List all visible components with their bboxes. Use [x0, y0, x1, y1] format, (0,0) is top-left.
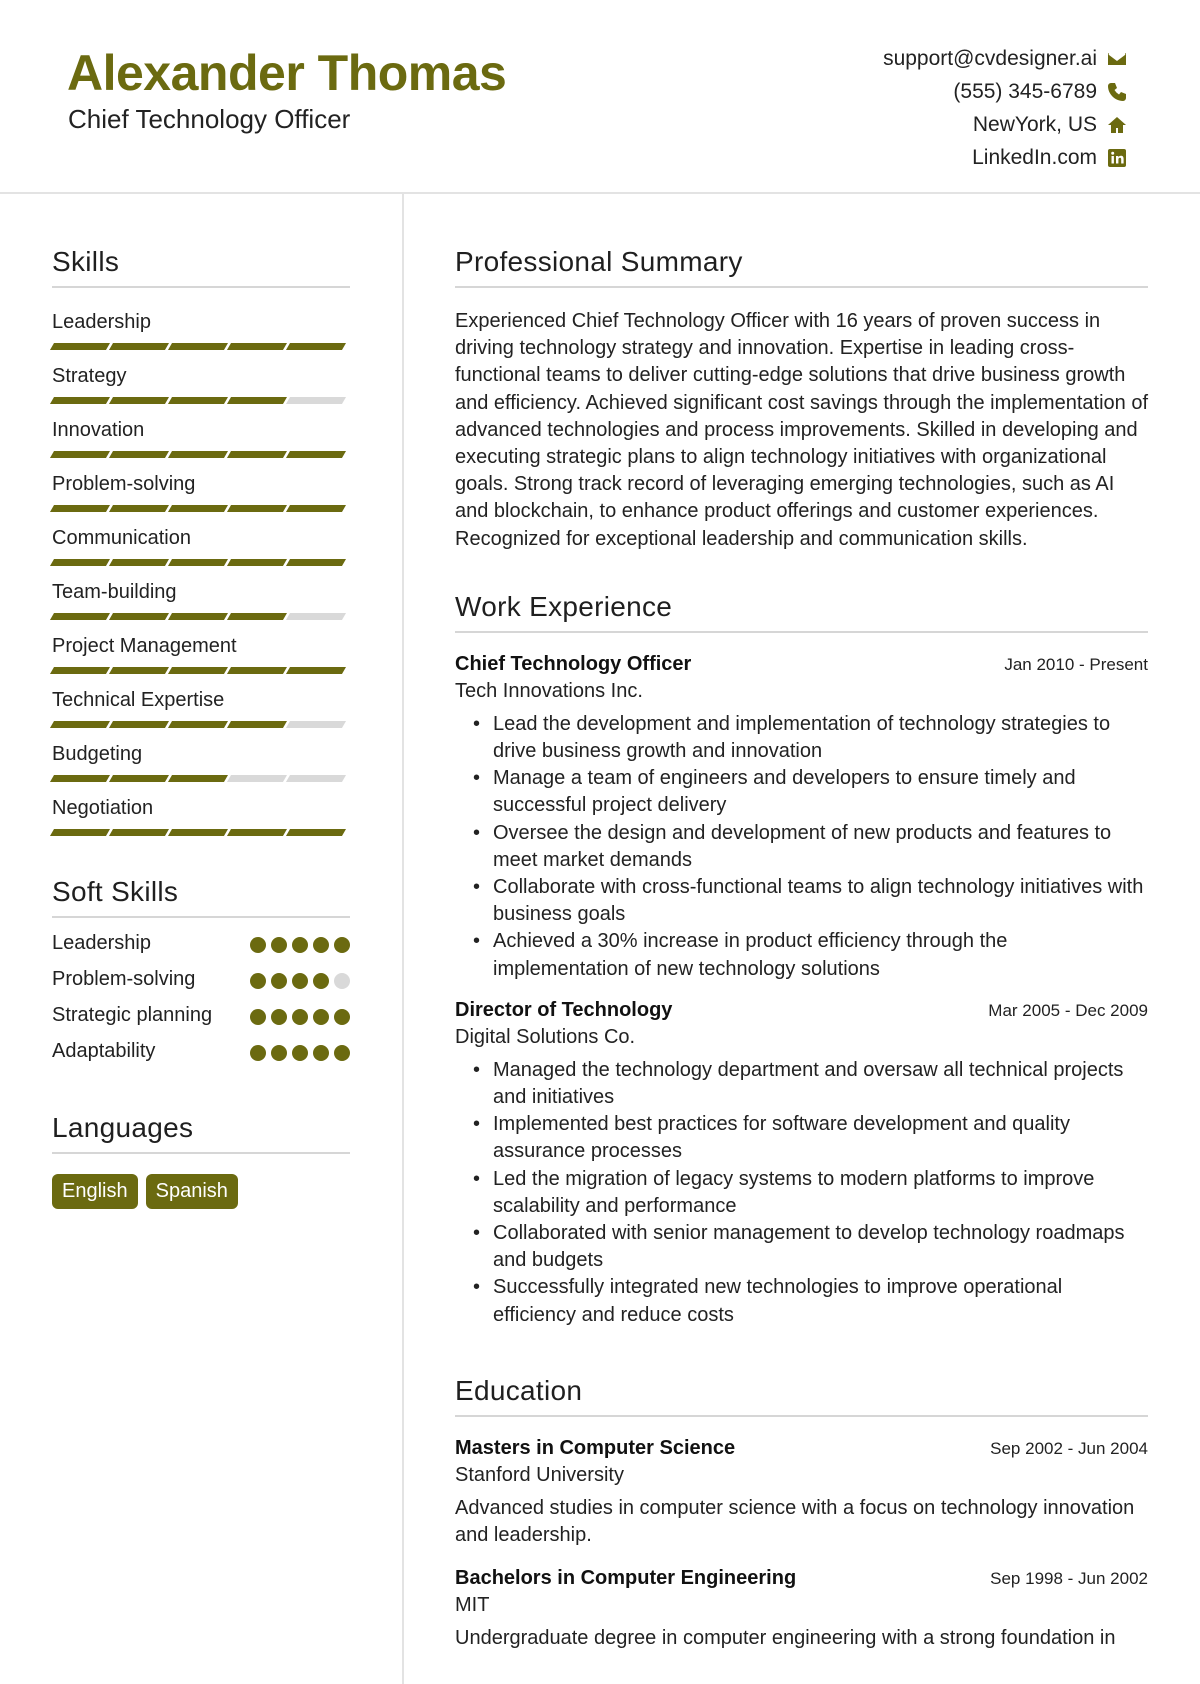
soft-skill-name: Problem-solving: [52, 968, 196, 990]
right-column: [455, 194, 1148, 1653]
job-bullet: • Successfully integrated new technologies to improve operational efficiency and reduce costs: [493, 1274, 1148, 1328]
degree-title: Bachelors in Computer Engineering: [455, 1567, 797, 1590]
soft-skill-item: [52, 1002, 350, 1028]
job-bullet: • Collaborate with cross-functional teams to align technology initiatives with business goals: [493, 874, 1148, 928]
skill-level-bars: [52, 343, 350, 350]
skill-level-segment: [50, 829, 110, 836]
job-bullet: • Collaborated with senior management to develop technology roadmaps and budgets: [493, 1220, 1148, 1274]
job-date: Mar 2005 - Dec 2009: [988, 1000, 1148, 1020]
job-entry: [455, 999, 1148, 1329]
skill-level-segment: [50, 721, 110, 728]
education-entry: [455, 1437, 1148, 1549]
rating-dot: [250, 1009, 266, 1025]
language-badge: Spanish: [146, 1174, 238, 1209]
rating-dot: [292, 1045, 308, 1061]
skill-level-segment: [227, 721, 287, 728]
education-header: [455, 1437, 1148, 1460]
rating-dot: [250, 973, 266, 989]
soft-skills-title: Soft Skills: [52, 876, 350, 918]
job-bullet: • Led the migration of legacy systems to modern platforms to improve scalability and performance: [493, 1166, 1148, 1220]
soft-skill-item: [52, 966, 350, 992]
skill-level-segment: [109, 505, 169, 512]
linkedin-icon: [1106, 147, 1128, 169]
contact-location-text: NewYork, US: [972, 112, 1097, 136]
soft-skill-rating: [250, 1045, 350, 1061]
job-bullet: • Achieved a 30% increase in product efficiency through the implementation of new technology solutions: [493, 928, 1148, 982]
job-company: Digital Solutions Co.: [455, 1025, 636, 1048]
education-title: Education: [455, 1375, 1148, 1417]
skill-level-segment: [50, 343, 110, 350]
skill-level-segment: [109, 343, 169, 350]
rating-dot: [334, 1045, 350, 1061]
skill-level-segment: [109, 667, 169, 674]
job-title: Chief Technology Officer: [455, 652, 692, 675]
rating-dot: [334, 1009, 350, 1025]
rating-dot: [271, 937, 287, 953]
skill-level-segment: [109, 829, 169, 836]
job-bullet: • Lead the development and implementation of technology strategies to drive business growth and innovation: [493, 711, 1148, 765]
skill-name: Negotiation: [52, 797, 154, 819]
skill-level-segment: [50, 505, 110, 512]
education-header: [455, 1567, 1148, 1590]
contact-list: [883, 42, 1128, 174]
skill-item: [52, 310, 350, 350]
column-divider: [402, 194, 404, 1684]
job-list: [455, 653, 1148, 1329]
contact-location: [883, 108, 1128, 141]
job-bullets: [455, 1057, 1148, 1329]
skill-name: Project Management: [52, 635, 237, 657]
contact-phone-text: (555) 345-6789: [953, 79, 1097, 103]
skill-level-segment: [286, 721, 346, 728]
skill-level-segment: [168, 829, 228, 836]
education-date: Sep 2002 - Jun 2004: [990, 1438, 1148, 1458]
skills-section: [52, 246, 350, 836]
summary-title: Professional Summary: [455, 246, 1148, 288]
skill-level-bars: [52, 775, 350, 782]
rating-dot: [313, 937, 329, 953]
skill-level-segment: [50, 775, 110, 782]
skill-level-segment: [168, 721, 228, 728]
skills-list: [52, 310, 350, 836]
skill-level-segment: [286, 397, 346, 404]
soft-skill-rating: [250, 937, 350, 953]
skill-level-segment: [227, 397, 287, 404]
rating-dot: [334, 937, 350, 953]
candidate-role: Chief Technology Officer: [68, 104, 351, 134]
candidate-name: Alexander Thomas: [67, 45, 507, 101]
skill-item: [52, 580, 350, 620]
skill-item: [52, 688, 350, 728]
skill-level-segment: [50, 451, 110, 458]
rating-dot: [313, 1045, 329, 1061]
languages-section: [52, 1112, 350, 1209]
skills-title: Skills: [52, 246, 350, 288]
soft-skill-name: Leadership: [52, 932, 151, 954]
skill-level-bars: [52, 829, 350, 836]
skill-level-segment: [168, 397, 228, 404]
soft-skills-list: [52, 930, 350, 1064]
left-column: [52, 194, 350, 1209]
skill-level-segment: [109, 613, 169, 620]
skill-level-segment: [168, 559, 228, 566]
contact-linkedin-text: LinkedIn.com: [972, 145, 1097, 169]
rating-dot: [334, 973, 350, 989]
skill-level-segment: [168, 505, 228, 512]
soft-skill-rating: [250, 973, 350, 989]
rating-dot: [292, 1009, 308, 1025]
skill-level-segment: [109, 775, 169, 782]
education-description: Advanced studies in computer science with a focus on technology innovation and leadership.: [455, 1496, 1135, 1547]
skill-item: [52, 526, 350, 566]
contact-email[interactable]: [883, 42, 1128, 75]
job-header: [455, 653, 1148, 676]
rating-dot: [271, 973, 287, 989]
job-bullet: • Manage a team of engineers and developers to ensure timely and successful project delivery: [493, 765, 1148, 819]
skill-level-bars: [52, 613, 350, 620]
rating-dot: [292, 973, 308, 989]
soft-skill-item: [52, 1038, 350, 1064]
work-section: [455, 591, 1148, 1329]
skill-name: Strategy: [52, 365, 127, 387]
institution-name: MIT: [455, 1594, 490, 1617]
skill-level-segment: [227, 667, 287, 674]
languages-list: [52, 1174, 350, 1209]
skill-level-segment: [286, 559, 346, 566]
skill-level-segment: [227, 613, 287, 620]
skill-item: [52, 418, 350, 458]
education-date: Sep 1998 - Jun 2002: [990, 1569, 1148, 1589]
soft-skill-name: Adaptability: [52, 1040, 156, 1062]
soft-skill-rating: [250, 1009, 350, 1025]
work-title: Work Experience: [455, 591, 1148, 633]
skill-level-segment: [227, 559, 287, 566]
envelope-icon: [1106, 48, 1128, 70]
rating-dot: [313, 1009, 329, 1025]
job-header: [455, 999, 1148, 1022]
skill-level-segment: [286, 343, 346, 350]
skill-level-segment: [50, 613, 110, 620]
skill-level-segment: [168, 343, 228, 350]
skill-level-segment: [227, 451, 287, 458]
contact-linkedin[interactable]: [883, 141, 1128, 174]
soft-skill-name: Strategic planning: [52, 1004, 213, 1026]
job-bullets: [455, 711, 1148, 983]
skill-level-segment: [286, 667, 346, 674]
education-entry: [455, 1567, 1148, 1652]
education-description: Undergraduate degree in computer engineering with a strong foundation in: [455, 1627, 1116, 1650]
education-list: [455, 1437, 1148, 1653]
skill-level-segment: [168, 451, 228, 458]
skill-item: [52, 796, 350, 836]
skill-item: [52, 742, 350, 782]
skill-level-segment: [50, 667, 110, 674]
skill-item: [52, 472, 350, 512]
skill-level-bars: [52, 397, 350, 404]
language-badge: English: [52, 1174, 138, 1209]
skill-name: Technical Expertise: [52, 689, 225, 711]
job-bullet: • Implemented best practices for software development and quality assurance processes: [493, 1111, 1148, 1165]
skill-name: Team-building: [52, 581, 177, 603]
skill-level-bars: [52, 451, 350, 458]
skill-name: Budgeting: [52, 743, 143, 765]
skill-level-segment: [286, 505, 346, 512]
skill-level-segment: [227, 505, 287, 512]
skill-level-segment: [50, 397, 110, 404]
skill-level-segment: [227, 343, 287, 350]
institution-name: Stanford University: [455, 1463, 624, 1486]
home-icon: [1106, 114, 1128, 136]
rating-dot: [313, 973, 329, 989]
skill-level-segment: [109, 451, 169, 458]
contact-phone[interactable]: [883, 75, 1128, 108]
skill-level-segment: [227, 829, 287, 836]
languages-title: Languages: [52, 1112, 350, 1154]
skill-level-segment: [168, 613, 228, 620]
job-bullet: • Oversee the design and development of new products and features to meet market demands: [493, 820, 1148, 874]
job-date: Jan 2010 - Present: [1004, 654, 1148, 674]
education-section: [455, 1375, 1148, 1653]
summary-text: Experienced Chief Technology Officer with 16 years of proven success in driving technology strategy and innovation. Expertise in leading cross-functional teams to deliver cutting-edge solutions that drive business growth and efficiency. Achieved significant cost savings through the implementation of advanced technologies and process improvements. Skilled in developing and executing strategic plans to align technology initiatives with organizational goals. Strong track record of leveraging emerging technologies, such as AI and blockchain, to enhance product offerings and customer experiences. Recognized for exceptional leadership and communication skills.: [455, 310, 1148, 550]
contact-email-text: support@cvdesigner.ai: [883, 46, 1097, 70]
skill-item: [52, 364, 350, 404]
skill-level-segment: [286, 829, 346, 836]
job-bullet: • Managed the technology department and oversaw all technical projects and initiatives: [493, 1057, 1148, 1111]
skill-name: Problem-solving: [52, 473, 196, 495]
skill-level-bars: [52, 559, 350, 566]
skill-level-segment: [286, 451, 346, 458]
rating-dot: [271, 1045, 287, 1061]
job-title: Director of Technology: [455, 998, 673, 1021]
rating-dot: [292, 937, 308, 953]
skill-name: Leadership: [52, 311, 151, 333]
skill-level-segment: [109, 559, 169, 566]
degree-title: Masters in Computer Science: [455, 1436, 736, 1459]
skill-item: [52, 634, 350, 674]
rating-dot: [250, 937, 266, 953]
skill-level-segment: [109, 721, 169, 728]
skill-level-bars: [52, 667, 350, 674]
skill-level-segment: [227, 775, 287, 782]
soft-skill-item: [52, 930, 350, 956]
resume-header: [0, 0, 1200, 194]
skill-level-bars: [52, 721, 350, 728]
skill-name: Communication: [52, 527, 191, 549]
soft-skills-section: [52, 876, 350, 1064]
skill-name: Innovation: [52, 419, 145, 441]
skill-level-segment: [109, 397, 169, 404]
rating-dot: [250, 1045, 266, 1061]
job-entry: [455, 653, 1148, 983]
job-company: Tech Innovations Inc.: [455, 679, 643, 702]
phone-icon: [1106, 81, 1128, 103]
rating-dot: [271, 1009, 287, 1025]
skill-level-segment: [286, 613, 346, 620]
skill-level-segment: [286, 775, 346, 782]
skill-level-bars: [52, 505, 350, 512]
skill-level-segment: [50, 559, 110, 566]
skill-level-segment: [168, 775, 228, 782]
skill-level-segment: [168, 667, 228, 674]
summary-section: [455, 246, 1148, 553]
